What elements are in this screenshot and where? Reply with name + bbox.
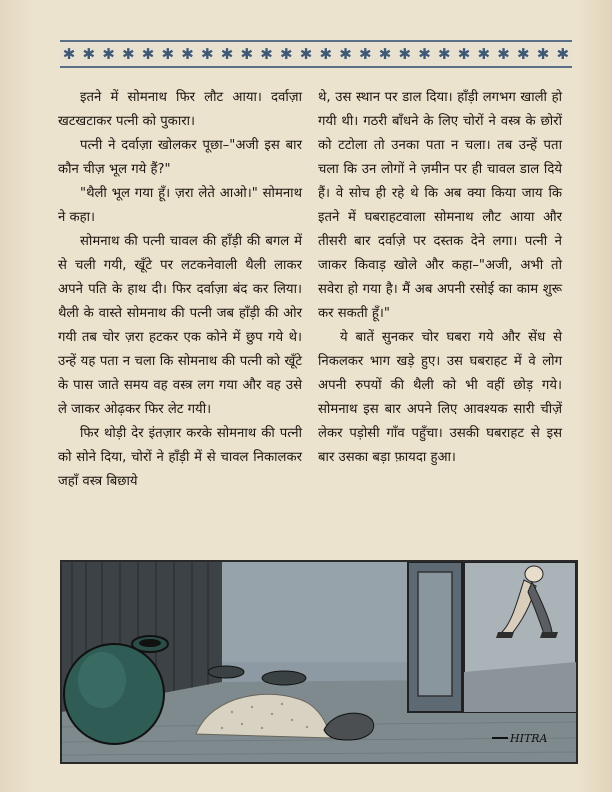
lid: [262, 671, 306, 685]
paragraph: फिर थोड़ी देर इंतज़ार करके सोमनाथ की पत्नी को सोने दिया, चोरों ने हाँड़ी में से चावल निकालकर जहाँ वस्त्र बिछाये: [58, 426, 302, 489]
star-ornament-icon: ✱: [260, 44, 273, 63]
star-ornament-icon: ✱: [378, 44, 392, 63]
star-ornament-icon: ✱: [418, 44, 431, 63]
star-ornament-icon: ✱: [200, 44, 214, 63]
star-ornament-icon: ✱: [161, 44, 175, 63]
paragraph: थे, उस स्थान पर डाल दिया। हाँड़ी लगभग खाली हो गयी थी। गठरी बाँधने के लिए चोरों ने वस्त्र के छोरों को टटोला तो उनका पता न चला। तब उन्हें पता चला कि उन लोगों ने ज़मीन पर ही चावल डाल दिये हैं। वे सोच ही रहे थे कि अब क्या किया जाय कि इतने में घबराहटवाला सोमनाथ लौट आया और तीसरी बार दर्वाज़े पर दस्तक देने लगा। पत्नी ने जाकर किवाड़ खोले और कहा–"अजी, अभी तो सवेरा हो गया है। मैं अब अपनी रसोई का काम शुरू कर सकती हूँ।": [318, 90, 562, 321]
story-illustration: [60, 560, 578, 764]
star-ornament-icon: ✱: [62, 44, 76, 63]
paragraph: पत्नी ने दर्वाज़ा खोलकर पूछा–"अजी इस बार कौन चीज़ भूल गये हैं?": [58, 138, 302, 177]
star-ornament-icon: ✱: [497, 44, 510, 63]
star-ornament-icon: ✱: [358, 44, 372, 63]
decorative-star-border: [60, 40, 572, 68]
star-ornament-icon: ✱: [220, 44, 234, 63]
svg-text:HITRA: HITRA: [510, 732, 548, 745]
star-ornament-icon: ✱: [339, 44, 352, 63]
star-ornament-icon: ✱: [181, 44, 194, 63]
star-ornament-icon: ✱: [121, 44, 135, 63]
star-ornament-icon: ✱: [477, 44, 491, 63]
text-column-right: [318, 86, 562, 470]
star-ornament-icon: ✱: [141, 44, 155, 63]
star-ornament-icon: ✱: [516, 44, 530, 63]
star-ornament-icon: ✱: [556, 44, 570, 63]
star-ornament-icon: ✱: [240, 44, 254, 63]
paragraph: इतने में सोमनाथ फिर लौट आया। दर्वाज़ा खटखटाकर पत्नी को पुकारा।: [58, 90, 302, 129]
star-ornament-icon: ✱: [398, 44, 412, 63]
star-ornament-icon: ✱: [82, 44, 96, 63]
star-ornament-icon: ✱: [457, 44, 471, 63]
paragraph: "थैली भूल गया हूँ। ज़रा लेते आओ।" सोमनाथ ने कहा।: [58, 186, 302, 225]
star-ornament-icon: ✱: [299, 44, 313, 63]
lid: [208, 666, 244, 678]
star-ornament-icon: ✱: [102, 44, 115, 63]
paragraph: सोमनाथ की पत्नी चावल की हाँड़ी की बगल में से चली गयी, खूँटे पर लटकनेवाली थैली लाकर अपने पति के हाथ दी। फिर दर्वाज़ा बंद कर लिया। थैली के वास्ते सोमनाथ की पत्नी जब हाँड़ी की ओर गयी तब चोर ज़रा हटकर एक कोने में छुप गये थे। उन्हें यह पता न चला कि सोमनाथ की पत्नी को खूँटे के पास जाते समय वह वस्त्र लग गया और वह उसे ले जाकर ओढ़कर फिर लेट गयी।: [58, 234, 302, 417]
text-column-left: [58, 86, 302, 494]
paragraph: ये बातें सुनकर चोर घबरा गये और सेंध से निकलकर भाग खड़े हुए। उस घबराहट में वे लोग अपनी रुपयों की थैली को भी वहीं छोड़ गये। सोमनाथ इस बार अपने लिए आवश्यक सारी चीज़ें लेकर पड़ोसी गाँव पहुँचा। उसकी घबराहट से इस बार उसका बड़ा फ़ायदा हुआ।: [318, 330, 562, 465]
star-ornament-icon: ✱: [536, 44, 550, 63]
star-ornament-icon: ✱: [437, 44, 451, 63]
star-ornament-icon: ✱: [319, 44, 333, 63]
star-ornament-icon: ✱: [279, 44, 293, 63]
